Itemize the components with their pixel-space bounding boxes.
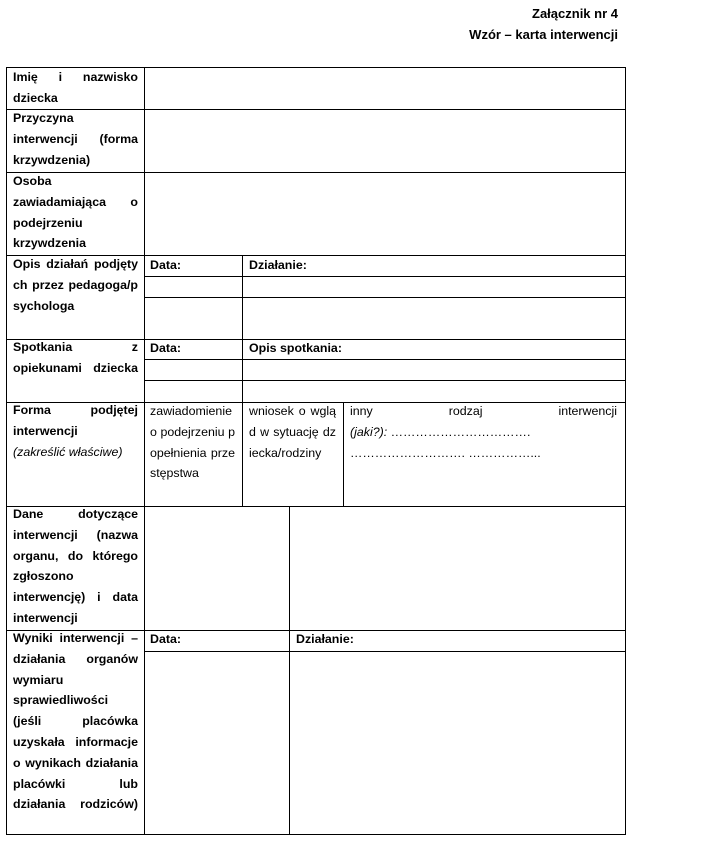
actions-action-header: Działanie:	[249, 258, 307, 272]
label-child-name: Imię i nazwisko dziecka	[13, 70, 138, 105]
label-form: Forma podjętej interwencji (zakreślić właściwe)	[13, 400, 138, 462]
label-intervention-data: Dane dotyczące interwencji (nazwa organu, do którego zgłoszono interwencję) i data interwencji	[13, 507, 138, 625]
meetings-date-header: Data:	[150, 341, 181, 355]
cell-divider	[144, 276, 626, 277]
actions-date-header: Data:	[150, 258, 181, 272]
meetings-desc-header: Opis spotkania:	[249, 341, 342, 355]
annex-number: Załącznik nr 4	[532, 6, 618, 21]
label-meetings: Spotkania z opiekunami dziecka	[13, 340, 138, 375]
cell-divider	[343, 402, 344, 506]
option-other[interactable]: inny rodzaj interwencji (jaki?): ……………………………. ………………………. ……………...	[350, 404, 617, 460]
cell-divider	[144, 380, 626, 381]
label-reason: Przyczyna interwencji (forma krzywdzenia)	[13, 111, 138, 167]
other-dots: ……………………………. ………………………. ……………...	[350, 424, 541, 460]
cell-divider	[242, 339, 243, 402]
results-date-header: Data:	[150, 632, 181, 646]
cell-divider	[242, 402, 243, 506]
form-hint: (zakreślić właściwe)	[13, 444, 123, 459]
label-column-divider	[144, 67, 145, 835]
cell-divider	[289, 506, 290, 630]
cell-divider	[144, 359, 626, 360]
cell-divider	[144, 651, 626, 652]
form-title: Wzór – karta interwencji	[469, 27, 618, 42]
label-results: Wyniki interwencji – działania organów wymiaru sprawiedliwości (jeśli placówka uzyskała informacje o wynikach działania placówki lub działania rodziców)	[13, 631, 138, 812]
label-actions: Opis działań podjętych przez pedagoga/psychologa	[13, 257, 138, 313]
label-reporter: Osoba zawiadamiająca o podejrzeniu krzywdzenia	[13, 174, 138, 251]
results-action-header: Działanie:	[296, 632, 354, 646]
cell-divider	[144, 297, 626, 298]
cell-divider	[289, 630, 290, 835]
other-hint: (jaki?):	[350, 424, 388, 439]
option-notification[interactable]: zawiadomienie o podejrzeniu popełnienia przestępstwa	[150, 404, 235, 481]
option-insight-request[interactable]: wniosek o wgląd w sytuację dziecka/rodziny	[249, 404, 336, 460]
